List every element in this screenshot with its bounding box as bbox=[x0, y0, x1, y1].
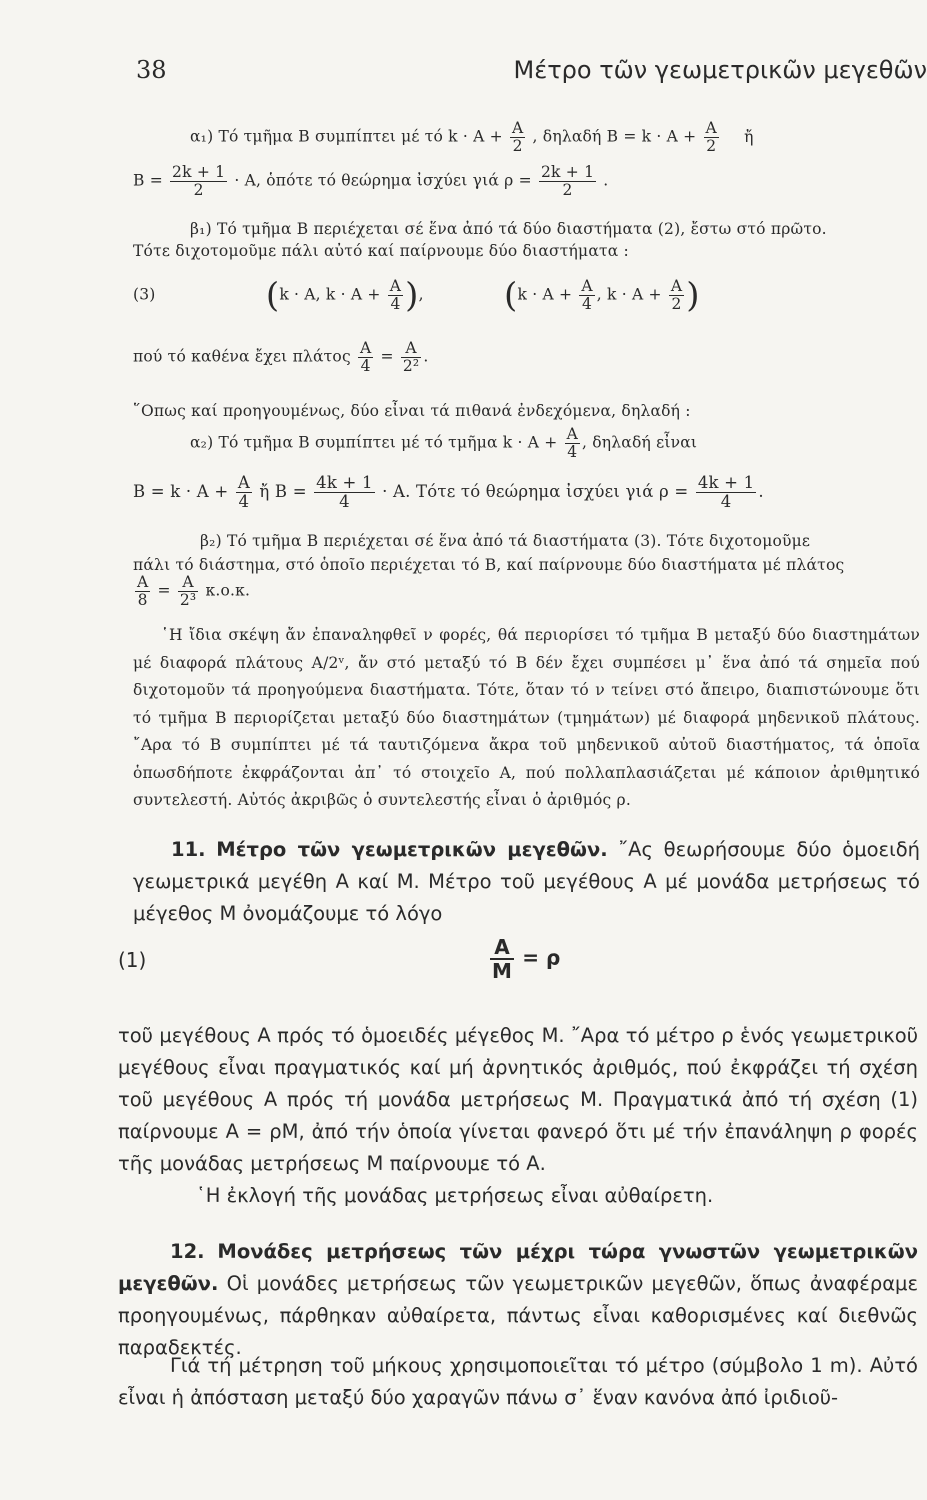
fraction-denominator: M bbox=[492, 959, 512, 983]
as-before-line: ῞Οπως καί προηγουμένως, δύο εἶναι τά πιθανά ἐνδεχόμενα, δηλαδή : bbox=[133, 402, 691, 420]
equals-sign: = bbox=[380, 347, 394, 366]
fraction bbox=[358, 340, 373, 375]
kok-text: κ.ο.κ. bbox=[205, 581, 251, 600]
section-number: 12. bbox=[170, 1240, 205, 1263]
fraction-numerator: 4k + 1 bbox=[697, 473, 755, 492]
interval-left-text: k · A, k · A + bbox=[279, 285, 381, 304]
close-paren: ) bbox=[405, 275, 419, 316]
fraction-denominator: 2 bbox=[193, 181, 204, 200]
same-thought-paragraph: ῾Η ἴδια σκέψη ἄν ἐπαναληφθεῖ ν φορές, θά περιορίσει τό τμῆμα Β μεταξύ δύο διαστημάτων μέ διαφορά πλάτους A/2ᵛ, ἄν στό μεταξύ τό Β δέν ἔχει συμπέσει μ᾽ ἕνα ἀπό τά σημεῖα πού διχοτομοῦν τά προηγούμενα διαστήματα. Τότε, ὅταν τό ν τείνει στό ἄπειρο, διαπιστώνουμε ὅτι τό τμῆμα Β περιορίζεται μεταξύ δύο διαστημάτων (τμημάτων) μέ διαφορά μηδενικοῦ πλάτους. ῎Αρα τό Β συμπίπτει μέ τά ταυτιζόμενα ἄκρα τοῦ μηδενικοῦ αὐτοῦ διαστήματος, τά ὁποῖα ὁπωσδήποτε ἐκφράζονται ἀπ᾽ τό στοιχεῖο Α, πού πολλαπλασιάζεται μέ κάποιον ἀριθμητικό συντελεστή. Αὐτός ἀκριβῶς ὁ συντελεστής εἶναι ὁ ἀριθμός ρ. bbox=[133, 626, 920, 809]
fraction bbox=[135, 574, 150, 609]
fraction-numerator: A bbox=[389, 277, 402, 295]
fraction-denominator: 2 bbox=[562, 181, 573, 200]
fraction-denominator: 2³ bbox=[179, 591, 197, 610]
fraction-denominator: 4 bbox=[360, 357, 371, 376]
case-a1-formula-line bbox=[133, 164, 923, 199]
equation-1-body bbox=[488, 936, 560, 982]
width-end: . bbox=[423, 347, 429, 366]
equation-label: (3) bbox=[133, 285, 156, 304]
fraction-denominator: 4 bbox=[582, 295, 593, 314]
fraction-numerator: A bbox=[670, 277, 683, 295]
case-a1-line bbox=[190, 120, 927, 155]
section-intro-text: ῎Ας θεωρήσουμε δύο ὁμοειδή γεωμετρικά μεγέθη Α καί Μ. Μέτρο τοῦ μεγέθους Α μέ μονάδα μετρήσεως τό μέγεθος Μ ὀνομάζουμε τό λόγο bbox=[133, 838, 920, 925]
fraction-numerator: A bbox=[360, 339, 372, 357]
open-paren: ( bbox=[265, 275, 280, 316]
fraction-numerator: 4k + 1 bbox=[316, 473, 373, 492]
fraction-numerator: A bbox=[490, 936, 514, 960]
case-b2-line3 bbox=[133, 574, 923, 609]
formula-end: . bbox=[758, 482, 764, 502]
fraction bbox=[579, 278, 594, 313]
fraction-denominator: 4 bbox=[567, 443, 578, 462]
section-number: 11. bbox=[171, 838, 206, 861]
equals-sign: = bbox=[157, 581, 171, 600]
running-title: Μέτρο τῶν γεωμετρικῶν μεγεθῶν bbox=[513, 56, 927, 84]
fraction-numerator: 2k + 1 bbox=[540, 163, 595, 181]
formula-start: B = bbox=[133, 171, 163, 190]
fraction bbox=[314, 474, 375, 511]
fraction-denominator: 4 bbox=[390, 295, 401, 314]
fraction-numerator: A bbox=[566, 425, 579, 443]
section-intro-text: Οἱ μονάδες μετρήσεως τῶν γεωμετρικῶν μεγεθῶν, ὅπως ἀναφέραμε προηγουμένως, πάρθηκαν αὐθαίρετα, πάντως εἶναι καθορισμένες καί διεθνῶς παραδεκτές. bbox=[118, 1272, 919, 1359]
close-paren: ) bbox=[686, 275, 700, 316]
case-a1-text: α₁) Τό τμῆμα Β συμπίπτει μέ τό k · A + bbox=[190, 127, 503, 146]
case-b2-line1: β₂) Τό τμῆμα Β περιέχεται σέ ἕνα ἀπό τά διαστήματα (3). Τότε διχοτομοῦμε bbox=[200, 532, 811, 550]
fraction bbox=[490, 936, 514, 982]
equation-1 bbox=[118, 948, 146, 972]
case-b1-line1: β₁) Τό τμῆμα Β περιέχεται σέ ἕνα ἀπό τά δύο διαστήματα (2), ἔστω στό πρῶτο. bbox=[190, 220, 827, 238]
fraction-denominator: 4 bbox=[720, 492, 732, 512]
open-paren: ( bbox=[504, 275, 518, 316]
fraction-numerator: A bbox=[705, 119, 717, 137]
intervals-equation-3: (3) (k · A, k · A + $\frac{A}{4}$ ), (k · A + $\frac{A}{4}$ , k · A + $\frac{A}{2}$ ) bbox=[133, 275, 700, 316]
fraction-denominator: 4 bbox=[339, 492, 350, 512]
fraction-numerator: A bbox=[237, 473, 250, 492]
case-a1-end: ἤ bbox=[744, 127, 754, 146]
interval-right-text-b: , k · A + bbox=[596, 285, 662, 304]
case-a2-text: α₂) Τό τμῆμα Β συμπίπτει μέ τό τμῆμα k · A + bbox=[190, 433, 558, 452]
case-a2-formula-line bbox=[133, 474, 923, 511]
case-a1-mid: , δηλαδή B = k · A + bbox=[532, 127, 697, 146]
equation-label: (1) bbox=[118, 948, 147, 972]
fraction bbox=[539, 164, 596, 199]
width-line bbox=[133, 340, 923, 375]
formula-start: B = k · A + bbox=[133, 482, 229, 502]
fraction bbox=[669, 278, 684, 313]
fraction-denominator: 2 bbox=[512, 137, 523, 156]
fraction bbox=[401, 340, 421, 375]
page-number: 38 bbox=[136, 56, 167, 84]
case-b1-line2: Τότε διχοτομοῦμε πάλι αὐτό καί παίρνουμε δύο διαστήματα : bbox=[133, 242, 629, 260]
formula-end: . bbox=[603, 171, 609, 190]
fraction-numerator: 2k + 1 bbox=[172, 163, 226, 181]
formula-mid2: · A. Τότε τό θεώρημα ἰσχύει γιά ρ = bbox=[382, 482, 689, 502]
fraction bbox=[704, 120, 719, 155]
section-title: Μέτρο τῶν γεωμετρικῶν μεγεθῶν. bbox=[216, 838, 608, 861]
fraction-numerator: A bbox=[581, 277, 593, 295]
section-11-paragraph-3: ῾Η ἐκλογή τῆς μονάδας μετρήσεως εἶναι αὐθαίρετη. bbox=[196, 1184, 714, 1207]
fraction bbox=[178, 574, 198, 609]
width-text: πού τό καθένα ἔχει πλάτος bbox=[133, 347, 351, 366]
fraction-numerator: A bbox=[178, 574, 198, 592]
fraction-denominator: 4 bbox=[238, 492, 250, 512]
interval-right-text: k · A + bbox=[517, 285, 573, 304]
fraction bbox=[510, 120, 525, 155]
section-title: Μονάδες μετρήσεως τῶν μέχρι τώρα γνωστῶν γεωμετρικῶν μεγεθῶν. bbox=[118, 1240, 918, 1295]
fraction bbox=[236, 474, 252, 511]
fraction bbox=[388, 278, 403, 313]
case-b2-line2: πάλι τό διάστημα, στό ὁποῖο περιέχεται τό Β, καί παίρνουμε δύο διαστήματα μέ πλάτος bbox=[133, 556, 845, 574]
case-a2-line bbox=[190, 426, 927, 461]
fraction bbox=[170, 164, 227, 199]
formula-mid: · A, ὁπότε τό θεώρημα ἰσχύει γιά ρ = bbox=[234, 171, 532, 190]
fraction bbox=[696, 474, 757, 511]
fraction-denominator: 2 bbox=[671, 295, 682, 314]
formula-mid: ἤ B = bbox=[259, 482, 307, 502]
section-11-paragraph-2: τοῦ μεγέθους Α πρός τό ὁμοειδές μέγεθος Μ. ῎Αρα τό μέτρο ρ ἑνός γεωμετρικοῦ μεγέθους εἶναι πραγματικός καί μή ἀρνητικός ἀριθμός, πού ἐκφράζει τή σχέση τοῦ μεγέθους Α πρός τή μονάδα μετρήσεως Μ. Πραγματικά ἀπό τή σχέση (1) παίρνουμε Α = ρΜ, ἀπό τήν ὁποία γίνεται φανερό ὅτι μέ τήν ἐπανάληψη ρ φορές τῆς μονάδας μετρήσεως Μ παίρνουμε τό Α. bbox=[118, 1024, 918, 1175]
equation-rhs: = ρ bbox=[522, 945, 561, 970]
section-11-intro bbox=[133, 834, 920, 930]
section-12-paragraph-2: Γιά τή μέτρηση τοῦ μήκους χρησιμοποιεῖται τό μέτρο (σύμβολο 1 m). Αὐτό εἶναι ἡ ἀπόσταση μεταξύ δύο χαραγῶν πάνω σ᾽ ἕναν κανόνα ἀπό ἰριδιοῦ- bbox=[118, 1354, 918, 1409]
section-12-intro bbox=[118, 1236, 918, 1364]
fraction bbox=[565, 426, 580, 461]
case-a2-end: , δηλαδή εἶναι bbox=[582, 433, 698, 452]
fraction-denominator: 2 bbox=[706, 137, 717, 156]
fraction-denominator: 8 bbox=[137, 591, 148, 610]
fraction-numerator: A bbox=[512, 119, 524, 137]
fraction-numerator: A bbox=[401, 340, 421, 358]
fraction-denominator: 2² bbox=[402, 357, 420, 376]
fraction-numerator: A bbox=[137, 573, 149, 591]
